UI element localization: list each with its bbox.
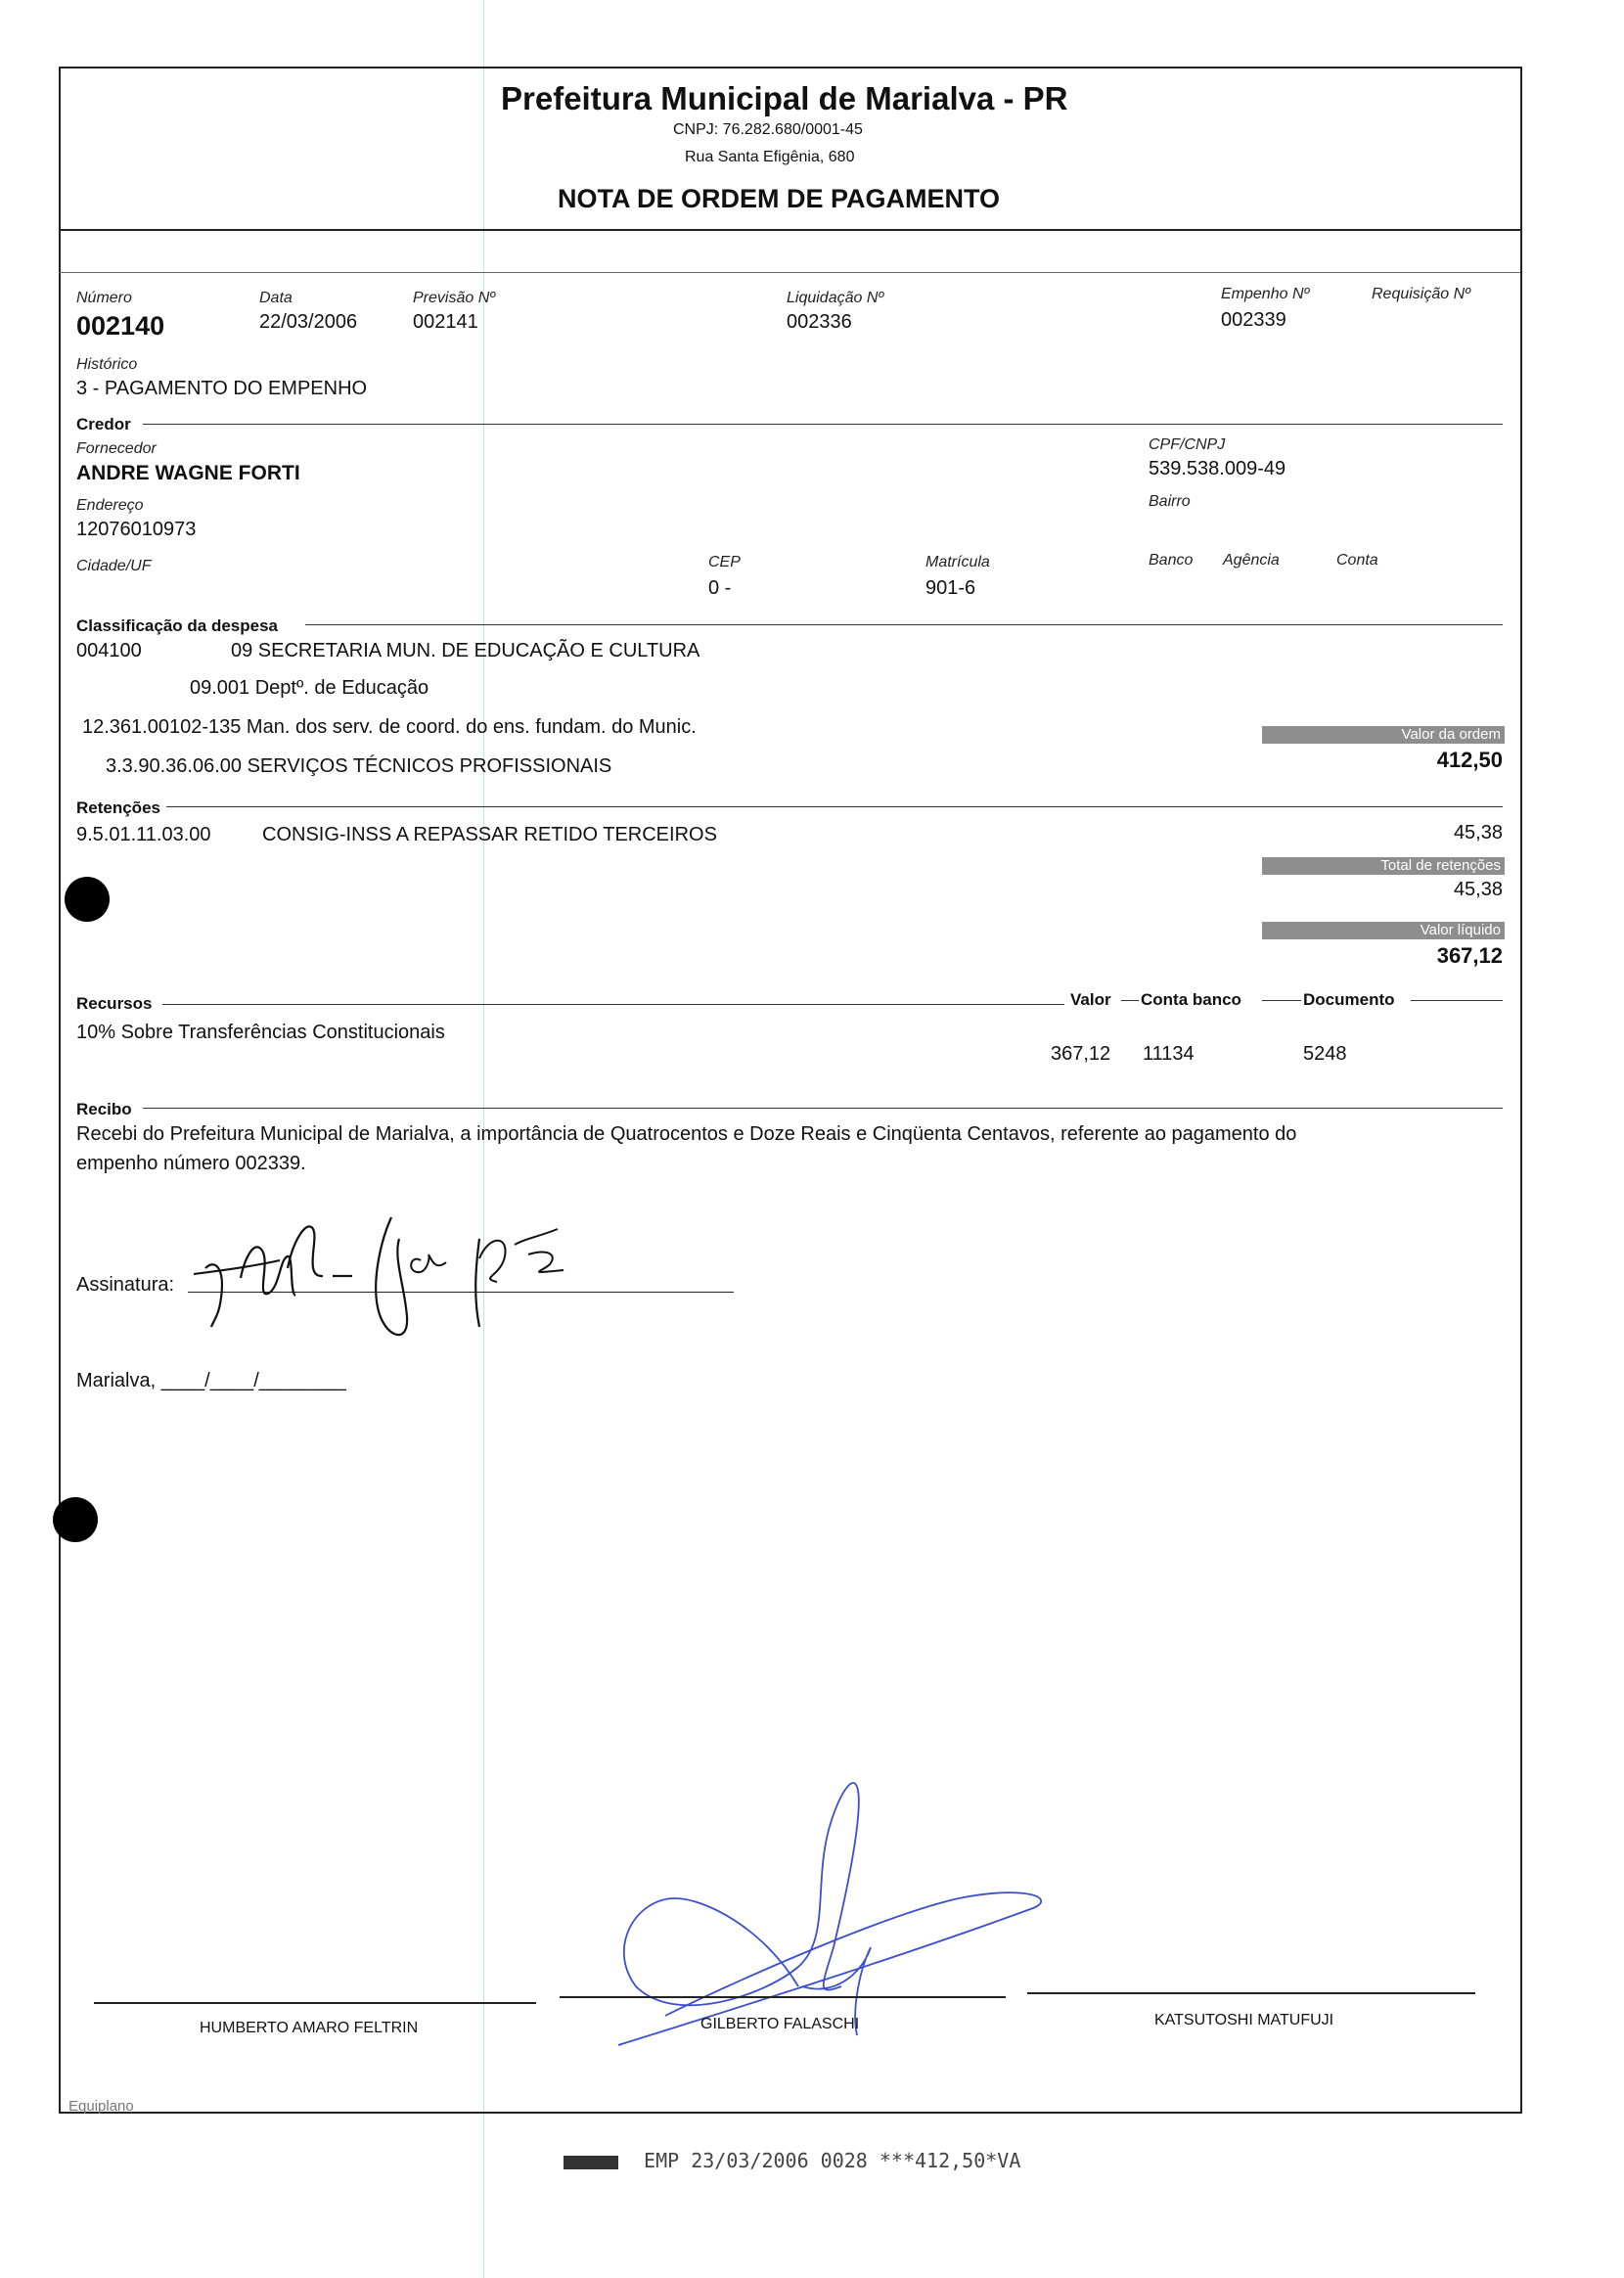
recursos-conta: 11134 [1143,1043,1195,1065]
retencoes-rule [166,806,1503,807]
recibo-section-label: Recibo [76,1100,132,1118]
valor-ordem-label-bar [1262,726,1505,744]
recursos-valor-label: Valor [1070,990,1111,1009]
agencia-label: Agência [1223,552,1280,569]
valor-liquido-label: Valor líquido [1420,922,1501,938]
endereco-value: 12076010973 [76,519,197,540]
classificacao-rule [305,624,1503,625]
cep-value: 0 - [708,577,732,599]
classificacao-line4: 3.3.90.36.06.00 SERVIÇOS TÉCNICOS PROFISSIONAIS [106,755,612,777]
signatory-line-2 [560,1996,1006,1998]
requisicao-label: Requisição Nº [1372,286,1470,302]
total-retencoes-value: 45,38 [1453,879,1503,900]
retencao-code: 9.5.01.11.03.00 [76,824,211,845]
signatory-line-3 [1027,1992,1475,1994]
total-retencoes-label: Total de retenções [1380,857,1501,874]
recursos-documento: 5248 [1303,1043,1347,1065]
signatory-name-3: KATSUTOSHI MATUFUJI [1154,2012,1334,2028]
classificacao-code: 004100 [76,640,142,661]
banco-label: Banco [1149,552,1194,569]
header-divider [59,229,1520,231]
data-label: Data [259,290,293,306]
doc-title: NOTA DE ORDEM DE PAGAMENTO [558,184,1001,213]
total-retencoes-label-bar [1262,857,1505,875]
classificacao-line1: 09 SECRETARIA MUN. DE EDUCAÇÃO E CULTURA [231,640,700,661]
fornecedor-label: Fornecedor [76,440,157,457]
recibo-date-line: Marialva, ____/____/________ [76,1370,346,1391]
signatory-name-2: GILBERTO FALASCHI [700,2016,860,2032]
assinatura-label: Assinatura: [76,1274,175,1296]
retencoes-section-label: Retenções [76,798,160,817]
numero-label: Número [76,290,132,306]
recursos-rule-2 [1121,1000,1139,1001]
header-divider-2 [59,272,1520,273]
footer-brand: Equiplano [68,2098,134,2115]
recursos-documento-label: Documento [1303,990,1395,1009]
recursos-valor: 367,12 [1051,1043,1111,1065]
signatory-line-1 [94,2002,536,2004]
recursos-desc: 10% Sobre Transferências Constitucionais [76,1022,445,1043]
recursos-rule-3 [1262,1000,1301,1001]
classificacao-section-label: Classificação da despesa [76,616,279,635]
classificacao-line3: 12.361.00102-135 Man. dos serv. de coord. do ens. fundam. do Munic. [82,716,697,738]
org-title: Prefeitura Municipal de Marialva - PR [501,80,1068,116]
matricula-label: Matrícula [925,554,990,570]
recipient-signature [186,1200,655,1356]
binder-hole-top [65,877,110,922]
cidade-label: Cidade/UF [76,558,152,574]
historico-label: Histórico [76,356,138,373]
credor-rule [143,424,1503,425]
cnpj-text: CNPJ: 76.282.680/0001-45 [673,121,863,138]
recursos-rule [162,1004,1064,1005]
previsao-label: Previsão Nº [413,290,496,306]
valor-liquido-value: 367,12 [1436,943,1503,968]
cep-label: CEP [708,554,741,570]
valor-ordem-label: Valor da ordem [1401,726,1501,743]
recursos-section-label: Recursos [76,994,153,1013]
recibo-text-line1: Recebi do Prefeitura Municipal de Marialva, a importância de Quatrocentos e Doze Reais e Cinqüenta Centavos, referente ao pagamento do [76,1123,1297,1145]
empenho-label: Empenho Nº [1221,286,1310,302]
empenho-value: 002339 [1221,309,1286,331]
retencao-desc: CONSIG-INSS A REPASSAR RETIDO TERCEIROS [262,824,717,845]
valor-ordem-value: 412,50 [1436,748,1503,772]
retencao-value: 45,38 [1453,822,1503,843]
stamp-mark-icon [564,2156,618,2169]
cpf-label: CPF/CNPJ [1149,436,1226,453]
liquidacao-value: 002336 [787,311,852,333]
historico-value: 3 - PAGAMENTO DO EMPENHO [76,378,368,399]
recursos-conta-label: Conta banco [1141,990,1241,1009]
numero-value: 002140 [76,311,165,341]
credor-section-label: Credor [76,415,131,433]
fornecedor-value: ANDRE WAGNE FORTI [76,462,300,484]
classificacao-line2: 09.001 Deptº. de Educação [190,677,429,699]
previsao-value: 002141 [413,311,478,333]
conta-label: Conta [1336,552,1378,569]
recursos-rule-4 [1411,1000,1503,1001]
recibo-text-line2: empenho número 002339. [76,1153,306,1174]
data-value: 22/03/2006 [259,311,358,333]
footer-stamp [564,2149,1020,2172]
bairro-label: Bairro [1149,493,1191,510]
endereco-label: Endereço [76,497,144,514]
cpf-value: 539.538.009-49 [1149,458,1286,479]
valor-liquido-label-bar [1262,922,1505,939]
matricula-value: 901-6 [925,577,976,599]
stamp-text: EMP 23/03/2006 0028 ***412,50*VA [644,2149,1021,2172]
signatory-name-1: HUMBERTO AMARO FELTRIN [200,2020,419,2036]
liquidacao-label: Liquidação Nº [787,290,884,306]
binder-hole-bottom [53,1497,98,1542]
recibo-rule [143,1108,1503,1109]
address-text: Rua Santa Efigênia, 680 [685,149,855,165]
